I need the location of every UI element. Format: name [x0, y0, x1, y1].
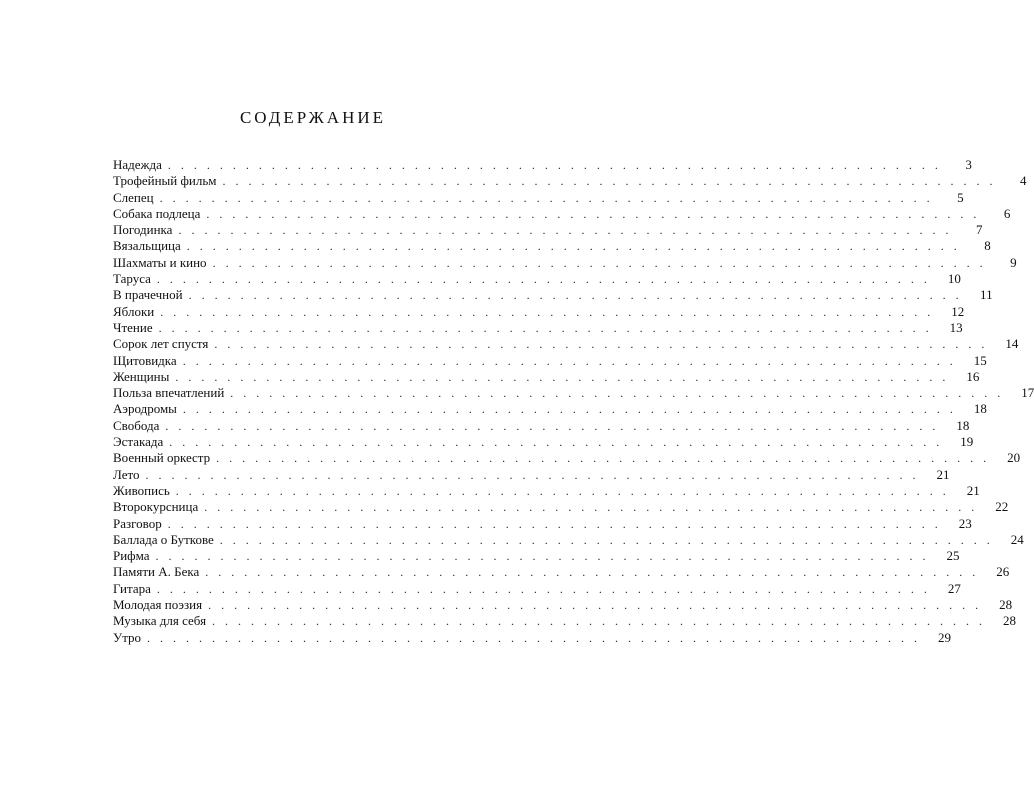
- toc-entry-page-number: 6: [1003, 205, 1011, 221]
- dot-leader: ............................................................: [156, 581, 937, 596]
- toc-entry-page-number: 20: [1007, 450, 1021, 466]
- toc-entry[interactable]: [113, 254, 1017, 271]
- toc-entry-title: Польза впечатлений: [113, 385, 225, 401]
- dot-leader: ............................................................: [155, 549, 936, 564]
- toc-entry-page-number: 15: [973, 352, 987, 368]
- toc-entry-title: Надежда: [113, 157, 162, 172]
- toc-entry-title: Вязальщица: [113, 238, 181, 254]
- toc-entry-title: Гитара: [113, 580, 151, 596]
- dot-leader: ............................................................: [230, 386, 1011, 401]
- dot-leader: ............................................................: [175, 369, 956, 384]
- toc-entry[interactable]: [113, 466, 950, 483]
- dot-leader: ............................................................: [169, 435, 950, 450]
- toc-entry[interactable]: [113, 205, 1011, 222]
- toc-entry-page-number: 13: [949, 319, 963, 335]
- dot-leader: ............................................................: [167, 516, 948, 531]
- table-of-contents: [113, 157, 1034, 646]
- toc-entry[interactable]: [113, 629, 952, 646]
- toc-entry-title: Шахматы и кино: [113, 254, 207, 270]
- toc-entry-page-number: 11: [980, 287, 993, 303]
- toc-entry-title: Чтение: [113, 319, 153, 335]
- dot-leader: ............................................................: [158, 320, 939, 335]
- toc-entry[interactable]: [113, 287, 993, 303]
- toc-entry-page-number: 18: [956, 417, 970, 433]
- toc-entry-page-number: 24: [1010, 531, 1024, 547]
- dot-leader: ............................................................: [206, 206, 987, 221]
- toc-entry-title: Рифма: [113, 548, 150, 564]
- toc-entry-title: Разговор: [113, 515, 162, 531]
- toc-entry[interactable]: [113, 564, 1010, 580]
- toc-entry-page-number: 19: [960, 434, 974, 450]
- toc-entry[interactable]: [113, 417, 970, 434]
- toc-entry[interactable]: [113, 580, 961, 597]
- dot-leader: ............................................................: [156, 272, 937, 287]
- toc-entry-title: Собака подлеца: [113, 205, 201, 221]
- toc-entry-title: Таруса: [113, 271, 151, 287]
- toc-entry-page-number: 27: [947, 580, 961, 596]
- toc-entry[interactable]: [113, 434, 974, 450]
- dot-leader: ............................................................: [145, 467, 926, 482]
- toc-entry-title: Погодинка: [113, 222, 173, 238]
- toc-entry-page-number: 17: [1021, 385, 1034, 401]
- toc-entry[interactable]: [113, 515, 972, 532]
- dot-leader: ............................................................: [222, 174, 1003, 189]
- toc-entry[interactable]: [113, 401, 987, 417]
- toc-entry-title: Аэродромы: [113, 401, 177, 417]
- toc-entry-title: Лето: [113, 466, 140, 482]
- dot-leader: ............................................................: [165, 418, 946, 433]
- toc-entry-title: В прачечной: [113, 287, 183, 303]
- toc-entry-page-number: 21: [936, 466, 950, 482]
- toc-entry-title: Сорок лет спустя: [113, 336, 209, 352]
- toc-entry-page-number: 28: [999, 597, 1013, 613]
- toc-entry[interactable]: [113, 450, 1021, 466]
- toc-entry-page-number: 23: [958, 515, 972, 531]
- dot-leader: ............................................................: [212, 614, 993, 629]
- dot-leader: ............................................................: [219, 532, 1000, 547]
- dot-leader: ............................................................: [216, 451, 997, 466]
- toc-entry-page-number: 5: [957, 189, 964, 205]
- toc-entry[interactable]: [113, 222, 983, 238]
- toc-entry-page-number: 18: [973, 401, 987, 417]
- toc-entry[interactable]: [113, 319, 963, 336]
- toc-entry[interactable]: [113, 352, 987, 369]
- dot-leader: ............................................................: [188, 288, 969, 303]
- toc-entry[interactable]: [113, 238, 991, 254]
- toc-entry[interactable]: [113, 189, 964, 206]
- toc-entry[interactable]: [113, 336, 1019, 352]
- toc-entry[interactable]: [113, 597, 1013, 613]
- toc-entry[interactable]: [113, 548, 960, 564]
- toc-entry[interactable]: [113, 368, 980, 385]
- toc-entry-title: Баллада о Буткове: [113, 531, 214, 547]
- toc-entry-title: Свобода: [113, 417, 160, 433]
- toc-entry-page-number: 29: [938, 629, 952, 645]
- toc-entry-page-number: 8: [984, 238, 991, 254]
- toc-entry[interactable]: [113, 271, 961, 287]
- toc-entry-title: Памяти А. Бека: [113, 564, 200, 580]
- toc-entry-page-number: 16: [966, 368, 980, 384]
- toc-entry-title: Живопись: [113, 482, 170, 498]
- dot-leader: ............................................................: [182, 402, 963, 417]
- toc-entry-title: Второкурсница: [113, 499, 199, 515]
- toc-entry[interactable]: [113, 157, 972, 173]
- toc-entry-title: Музыка для себя: [113, 613, 207, 629]
- toc-entry-title: Щитовидка: [113, 352, 177, 368]
- toc-entry-page-number: 22: [995, 499, 1009, 515]
- dot-leader: ............................................................: [159, 190, 940, 205]
- toc-entry-page-number: 9: [1010, 254, 1017, 270]
- dot-leader: ............................................................: [147, 630, 928, 645]
- toc-entry-page-number: 25: [946, 548, 960, 564]
- toc-entry-title: Трофейный фильм: [113, 173, 217, 189]
- toc-entry-title: Военный оркестр: [113, 450, 211, 466]
- dot-leader: ............................................................: [182, 353, 963, 368]
- page-title: СОДЕРЖАНИЕ: [239, 108, 387, 127]
- toc-entry-page-number: 12: [951, 303, 965, 319]
- toc-entry-title: Молодая поэзия: [113, 597, 203, 613]
- toc-entry-page-number: 3: [965, 157, 972, 172]
- toc-entry[interactable]: [113, 613, 1017, 629]
- toc-entry-title: Слепец: [113, 189, 154, 205]
- dot-leader: ............................................................: [214, 337, 995, 352]
- toc-entry-page-number: 26: [996, 564, 1010, 580]
- toc-entry-page-number: 14: [1005, 336, 1019, 352]
- toc-entry[interactable]: [113, 499, 1009, 515]
- toc-entry-page-number: 21: [966, 482, 980, 498]
- toc-entry-title: Утро: [113, 629, 142, 645]
- toc-entry-page-number: 28: [1003, 613, 1017, 629]
- toc-entry-page-number: 10: [947, 271, 961, 287]
- toc-entry-title: Женщины: [113, 368, 170, 384]
- dot-leader: ............................................................: [175, 483, 956, 498]
- toc-entry-title: Яблоки: [113, 303, 155, 319]
- toc-entry[interactable]: [113, 482, 980, 499]
- dot-leader: ............................................................: [167, 158, 948, 172]
- dot-leader: ............................................................: [204, 500, 985, 515]
- toc-entry-title: Эстакада: [113, 434, 164, 450]
- dot-leader: ............................................................: [205, 565, 986, 580]
- toc-entry[interactable]: [113, 531, 1024, 548]
- toc-entry[interactable]: [113, 303, 965, 320]
- toc-entry-page-number: 7: [975, 222, 983, 238]
- toc-entry[interactable]: [113, 173, 1027, 189]
- dot-leader: ............................................................: [178, 223, 959, 238]
- toc-entry[interactable]: [113, 385, 1034, 401]
- dot-leader: ............................................................: [160, 304, 941, 319]
- dot-leader: ............................................................: [208, 598, 989, 613]
- toc-entry-page-number: 4: [1020, 173, 1027, 189]
- dot-leader: ............................................................: [186, 239, 967, 254]
- dot-leader: ............................................................: [212, 255, 993, 270]
